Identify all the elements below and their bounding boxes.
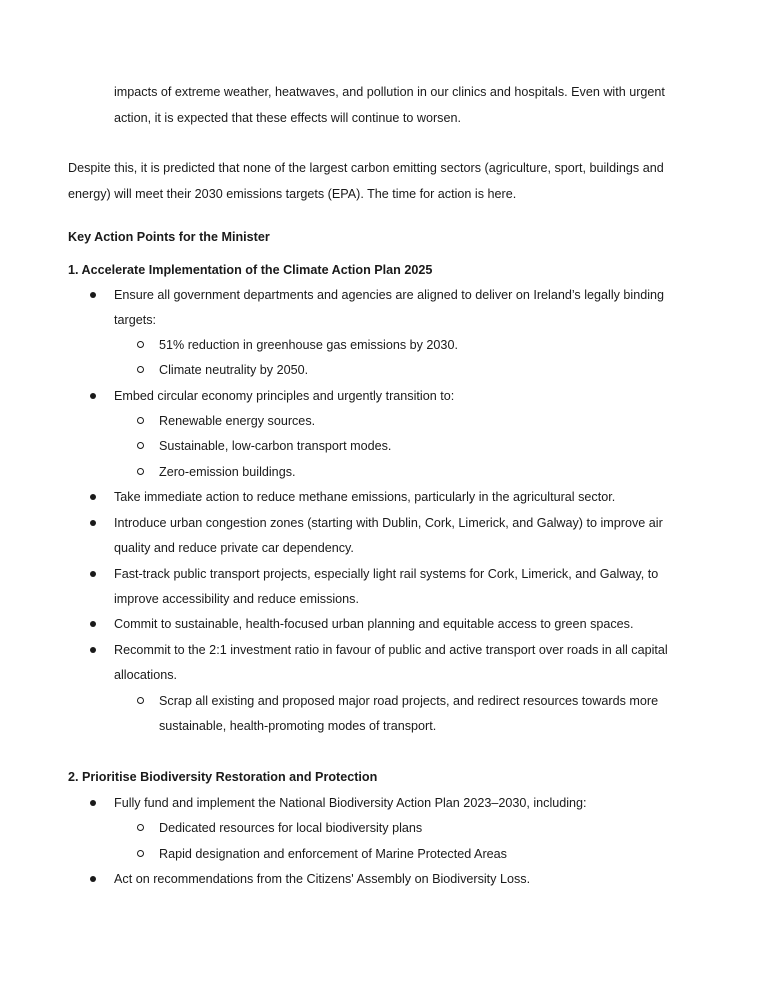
intro-line-1: impacts of extreme weather, heatwaves, and pollution in our clinics and hospitals. Even with urgent — [114, 85, 665, 99]
s1-b7-line-2: allocations. — [114, 668, 178, 682]
sub-bullet-marker — [137, 850, 144, 857]
key-action-heading: Key Action Points for the Minister — [68, 230, 270, 244]
s1-b1-sub-1: 51% reduction in greenhouse gas emissions by 2030. — [159, 338, 458, 352]
s1-b1-sub-2: Climate neutrality by 2050. — [159, 363, 309, 377]
bullet-marker — [90, 494, 96, 500]
s2-b1: Fully fund and implement the National Biodiversity Action Plan 2023–2030, including: — [114, 796, 587, 810]
s2-b1-sub-1: Dedicated resources for local biodiversity plans — [159, 821, 423, 835]
s1-b1-line-1: Ensure all government departments and agencies are aligned to deliver on Ireland’s legally binding — [114, 288, 665, 302]
sub-bullet-marker — [137, 824, 144, 831]
sub-bullet-marker — [137, 341, 144, 348]
s1-b2-sub-3: Zero-emission buildings. — [159, 465, 296, 479]
sub-bullet-marker — [137, 366, 144, 373]
s1-b2: Embed circular economy principles and urgently transition to: — [114, 389, 455, 403]
s1-b6: Commit to sustainable, health-focused urban planning and equitable access to green spaces. — [114, 617, 634, 631]
s1-b5-line-1: Fast-track public transport projects, especially light rail systems for Cork, Limerick, and Galway, to — [114, 567, 659, 581]
bullet-marker — [90, 393, 96, 399]
bullet-marker — [90, 571, 96, 577]
sub-bullet-marker — [137, 468, 144, 475]
section2-heading: 2. Prioritise Biodiversity Restoration and Protection — [68, 770, 378, 784]
bullet-marker — [90, 876, 96, 882]
s1-b5-line-2: improve accessibility and reduce emissions. — [114, 592, 359, 606]
s1-b4-line-1: Introduce urban congestion zones (starting with Dublin, Cork, Limerick, and Galway) to improve air — [114, 516, 663, 530]
s1-b1-line-2: targets: — [114, 313, 156, 327]
sub-bullet-marker — [137, 417, 144, 424]
bullet-marker — [90, 621, 96, 627]
s1-b7-sub-line-1: Scrap all existing and proposed major road projects, and redirect resources towards more — [159, 694, 659, 708]
bullet-marker — [90, 800, 96, 806]
despite-line-1: Despite this, it is predicted that none of the largest carbon emitting sectors (agriculture, sport, buildings and — [68, 161, 664, 175]
s1-b7-sub-line-2: sustainable, health-promoting modes of transport. — [159, 719, 437, 733]
s1-b2-sub-2: Sustainable, low-carbon transport modes. — [159, 439, 392, 453]
s2-b2: Act on recommendations from the Citizens' Assembly on Biodiversity Loss. — [114, 872, 531, 886]
s1-b7-line-1: Recommit to the 2:1 investment ratio in favour of public and active transport over roads in all capital — [114, 643, 668, 657]
s1-b3: Take immediate action to reduce methane emissions, particularly in the agricultural sector. — [114, 490, 616, 504]
bullet-marker — [90, 647, 96, 653]
sub-bullet-marker — [137, 697, 144, 704]
sub-bullet-marker — [137, 442, 144, 449]
s1-b2-sub-1: Renewable energy sources. — [159, 414, 316, 428]
bullet-marker — [90, 520, 96, 526]
s2-b1-sub-2: Rapid designation and enforcement of Marine Protected Areas — [159, 847, 507, 861]
intro-line-2: action, it is expected that these effects will continue to worsen. — [114, 111, 461, 125]
s1-b4-line-2: quality and reduce private car dependency. — [114, 541, 354, 555]
despite-line-2: energy) will meet their 2030 emissions targets (EPA). The time for action is here. — [68, 187, 517, 201]
bullet-marker — [90, 292, 96, 298]
section1-heading: 1. Accelerate Implementation of the Climate Action Plan 2025 — [68, 263, 433, 277]
